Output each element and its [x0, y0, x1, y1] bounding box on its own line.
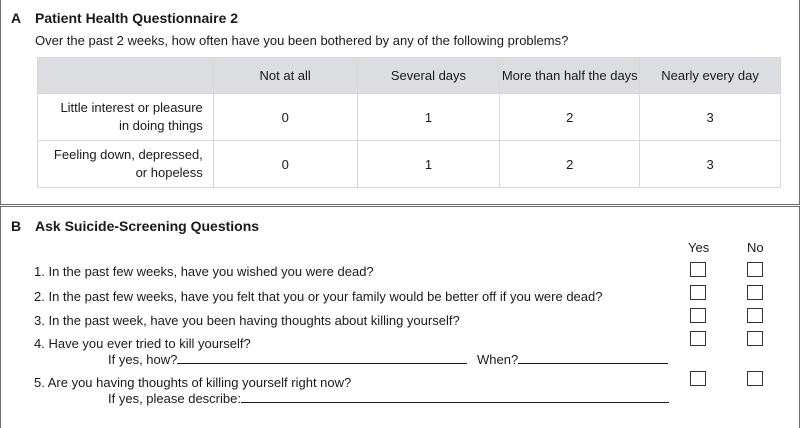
no-column-header: No [747, 240, 764, 255]
question-2: 2. In the past few weeks, have you felt that you or your family would be better off if you were dead? [34, 289, 603, 304]
row-label: Feeling down, depressed, or hopeless [38, 141, 214, 188]
column-header: More than half the days [500, 58, 640, 94]
header-blank-cell [38, 58, 214, 94]
question-1-yes-checkbox[interactable] [690, 262, 706, 277]
score-cell[interactable]: 1 [357, 141, 500, 188]
how-answer-field[interactable] [177, 353, 467, 364]
score-cell[interactable]: 3 [640, 141, 781, 188]
section-letter: A [11, 10, 22, 26]
table-row [38, 141, 781, 188]
question-5-no-checkbox[interactable] [747, 371, 763, 386]
score-cell[interactable]: 3 [640, 94, 781, 141]
when-label: When? [477, 352, 519, 367]
asq-panel [0, 206, 800, 428]
section-b-heading [11, 218, 259, 234]
question-4-no-checkbox[interactable] [747, 331, 763, 346]
phq2-instruction: Over the past 2 weeks, how often have you been bothered by any of the following problems? [35, 33, 569, 48]
question-4-follow-up [108, 352, 668, 367]
question-3-yes-checkbox[interactable] [690, 308, 706, 323]
describe-label: If yes, please describe: [108, 391, 241, 406]
score-cell[interactable]: 1 [357, 94, 500, 141]
score-cell[interactable]: 0 [213, 141, 357, 188]
describe-answer-field[interactable] [241, 392, 669, 403]
question-2-yes-checkbox[interactable] [690, 285, 706, 300]
section-a-heading [11, 10, 238, 26]
section-letter: B [11, 218, 22, 234]
question-2-no-checkbox[interactable] [747, 285, 763, 300]
table-row [38, 94, 781, 141]
score-cell[interactable]: 0 [213, 94, 357, 141]
question-4-yes-checkbox[interactable] [690, 331, 706, 346]
how-label: If yes, how? [108, 352, 178, 367]
question-1: 1. In the past few weeks, have you wished you were dead? [34, 264, 374, 279]
yes-column-header: Yes [688, 240, 710, 255]
question-5-follow-up [108, 391, 669, 406]
question-5-yes-checkbox[interactable] [690, 371, 706, 386]
question-5: 5. Are you having thoughts of killing yourself right now? [34, 375, 352, 390]
section-title: Patient Health Questionnaire 2 [35, 10, 239, 26]
section-title: Ask Suicide-Screening Questions [35, 218, 260, 234]
column-header: Several days [357, 58, 500, 94]
phq2-panel [0, 0, 800, 205]
score-cell[interactable]: 2 [500, 94, 640, 141]
table-header-row [38, 58, 781, 94]
phq2-table [37, 57, 781, 188]
when-answer-field[interactable] [518, 353, 668, 364]
column-header: Not at all [213, 58, 357, 94]
question-4: 4. Have you ever tried to kill yourself? [34, 336, 251, 351]
question-3: 3. In the past week, have you been having thoughts about killing yourself? [34, 313, 460, 328]
question-1-no-checkbox[interactable] [747, 262, 763, 277]
row-label: Little interest or pleasure in doing things [38, 94, 214, 141]
question-3-no-checkbox[interactable] [747, 308, 763, 323]
score-cell[interactable]: 2 [500, 141, 640, 188]
column-header: Nearly every day [640, 58, 781, 94]
